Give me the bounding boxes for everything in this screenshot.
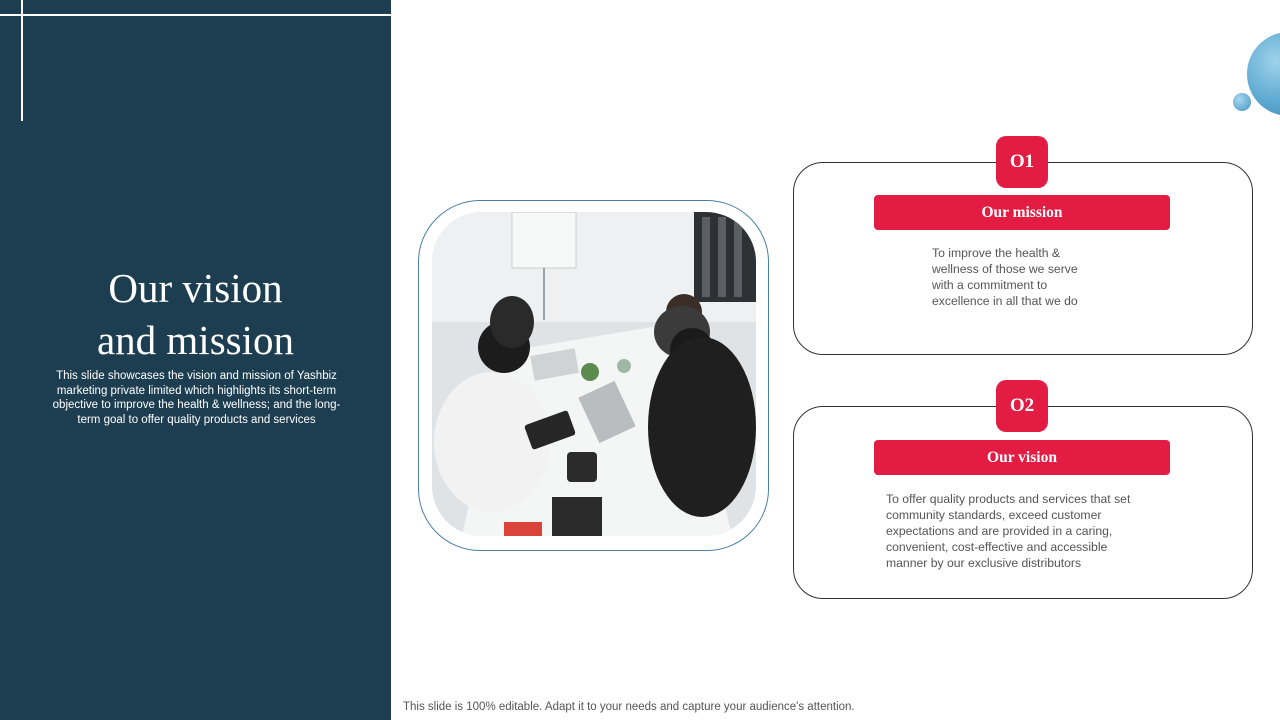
mission-label: Our mission [874,195,1170,230]
vision-label: Our vision [874,440,1170,475]
vision-text-line: manner by our exclusive distributors [886,556,1082,570]
mission-text-line: excellence in all that we do [932,294,1078,308]
mission-text-line: wellness of those we serve [932,262,1078,276]
title-line-2: and mission [96,317,295,363]
slide-title [0,262,391,366]
corner-line-horizontal [0,14,391,16]
mission-number-badge: O1 [996,136,1048,188]
vision-text-line: To offer quality products and services that set [886,492,1131,506]
decorative-bubble-small [1233,93,1251,111]
decorative-bubble-large [1247,32,1280,116]
mission-text-line: with a commitment to [932,278,1048,292]
slide-subtitle: This slide showcases the vision and mission of Yashbiz marketing private limited which highlights its short-term objective to improve the health & wellness; and the long-term goal to offer quality products and services [52,370,341,426]
title-line-1: Our vision [108,265,283,311]
mission-text-line: To improve the health & [932,246,1061,260]
corner-line-vertical [21,0,23,121]
vision-text-line: convenient, cost-effective and accessible [886,540,1108,554]
vision-number-badge: O2 [996,380,1048,432]
mission-text [932,245,1117,309]
vision-text-line: expectations and are provided in a caring, [886,524,1113,538]
vision-text [886,491,1176,571]
vision-text-line: community standards, exceed customer [886,508,1102,522]
footer-note: This slide is 100% editable. Adapt it to your needs and capture your audience's attention. [403,701,855,713]
team-meeting-photo [432,212,756,536]
